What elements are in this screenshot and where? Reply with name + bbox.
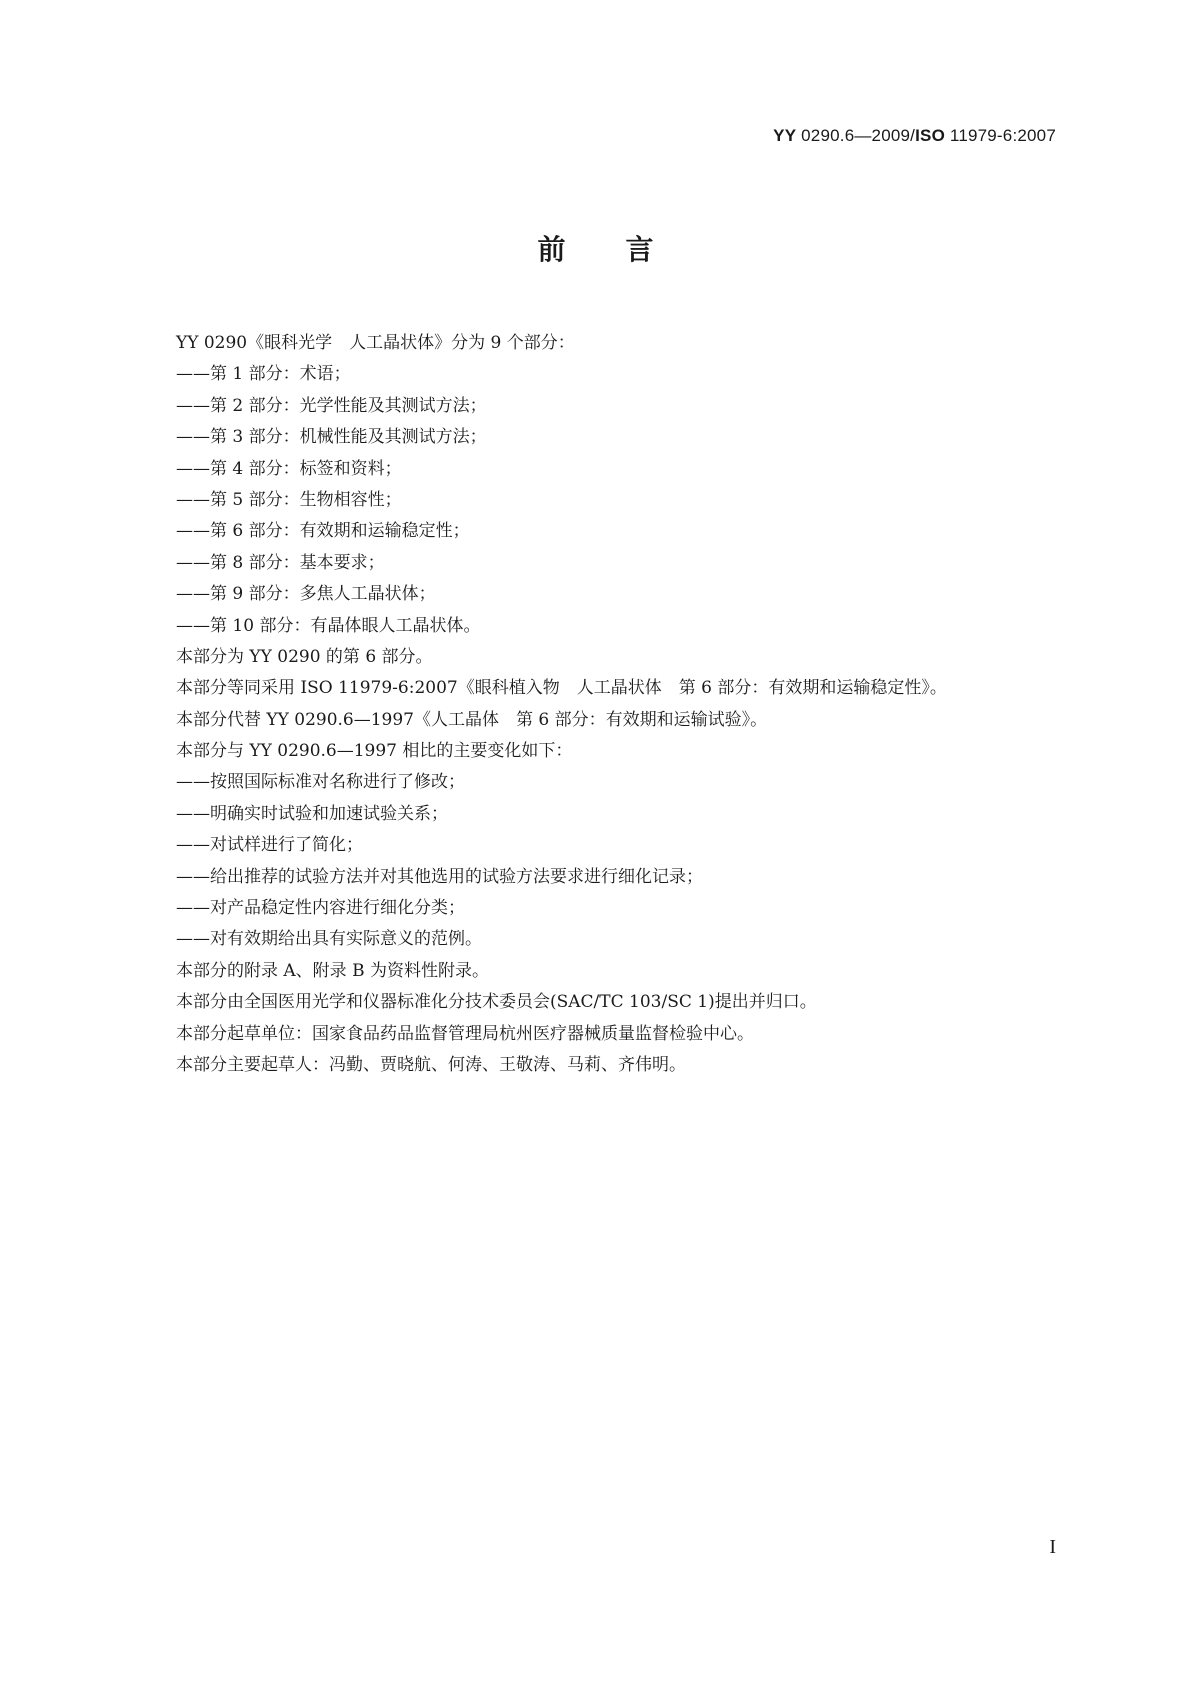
list-item: ——按照国际标准对名称进行了修改；	[176, 772, 465, 793]
std-number-iso: 11979-6:2007	[945, 126, 1056, 145]
list-item: ——第 6 部分：有效期和运输稳定性；	[176, 521, 470, 542]
paragraph: 本部分由全国医用光学和仪器标准化分技术委员会(SAC/TC 103/SC 1)提出并归口。	[176, 992, 817, 1013]
std-number-yy: 0290.6—2009/	[796, 126, 916, 145]
paragraph: 本部分主要起草人：冯勤、贾晓航、何涛、王敬涛、马莉、齐伟明。	[176, 1054, 686, 1075]
std-code-iso: ISO	[915, 126, 945, 145]
list-item: ——给出推荐的试验方法并对其他选用的试验方法要求进行细化记录；	[176, 866, 703, 887]
paragraph: YY 0290《眼科光学 人工晶状体》分为 9 个部分：	[176, 333, 575, 353]
paragraph: 本部分为 YY 0290 的第 6 部分。	[176, 646, 433, 667]
page-title: 前言	[537, 233, 714, 266]
standard-number-header	[773, 126, 1056, 146]
list-item: ——明确实时试验和加速试验关系；	[176, 803, 448, 824]
list-item: ——第 2 部分：光学性能及其测试方法；	[176, 395, 487, 416]
list-item: ——第 4 部分：标签和资料；	[176, 458, 402, 479]
paragraph: 本部分的附录 A、附录 B 为资料性附录。	[176, 960, 489, 981]
page-number: I	[1049, 1536, 1056, 1558]
std-code-yy: YY	[773, 126, 797, 145]
foreword-body	[176, 328, 1076, 1081]
paragraph: 本部分代替 YY 0290.6—1997《人工晶体 第 6 部分：有效期和运输试验》。	[176, 709, 768, 730]
list-item: ——对有效期给出具有实际意义的范例。	[176, 929, 482, 950]
list-item: ——第 1 部分：术语；	[176, 364, 351, 385]
paragraph: 本部分等同采用 ISO 11979-6:2007《眼科植入物 人工晶状体 第 6 部分：有效期和运输稳定性》。	[176, 678, 947, 699]
list-item: ——第 3 部分：机械性能及其测试方法；	[176, 427, 487, 448]
list-item: ——对产品稳定性内容进行细化分类；	[176, 898, 465, 919]
list-item: ——对试样进行了简化；	[176, 835, 363, 856]
list-item: ——第 8 部分：基本要求；	[176, 552, 385, 573]
list-item: ——第 10 部分：有晶体眼人工晶状体。	[176, 615, 481, 636]
list-item: ——第 9 部分：多焦人工晶状体；	[176, 584, 436, 605]
list-item: ——第 5 部分：生物相容性；	[176, 489, 402, 510]
paragraph: 本部分与 YY 0290.6—1997 相比的主要变化如下：	[176, 741, 573, 762]
paragraph: 本部分起草单位：国家食品药品监督管理局杭州医疗器械质量监督检验中心。	[176, 1023, 754, 1044]
